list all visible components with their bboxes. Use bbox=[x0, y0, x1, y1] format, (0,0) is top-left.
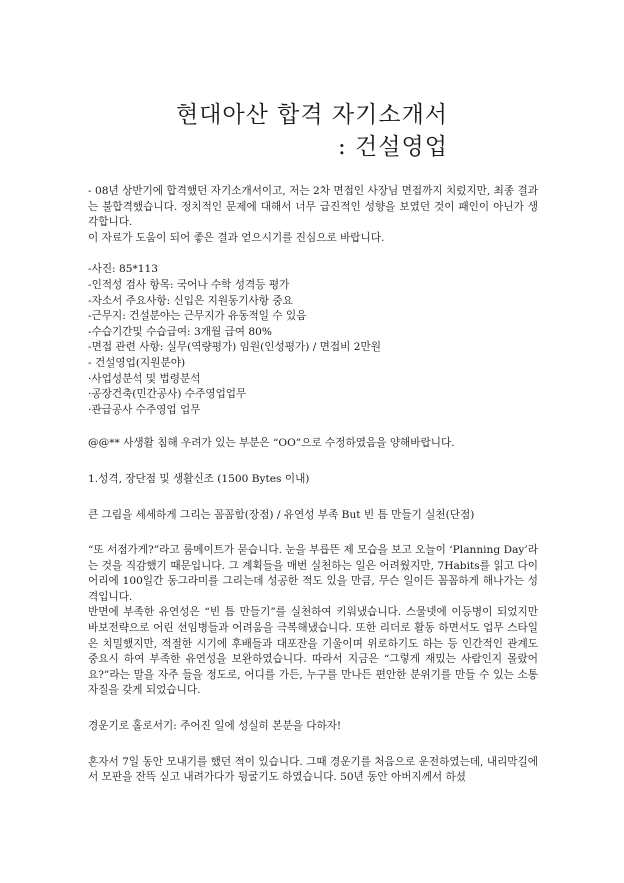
info-item: ·공장건축(민간공사) 수주영업업무 bbox=[88, 388, 247, 401]
section-heading: 1.성격, 장단점 및 생활신조 (1500 Bytes 이내) bbox=[88, 472, 310, 485]
body-paragraph: “또 서점가게?”라고 룸메이트가 묻습니다. 눈을 부릅뜬 제 모습을 보고 오늘이 ‘Planning Day’라는 것을 직감했기 때문입니다. 그 계획들을 매번 실천하는 일은 어려웠지만, 7Habits를 읽고 다이어리에 100일간 동그라미를 그리는데 성공한 적도 있을 만큼, 무슨 일이든 꼼꼼하게 해나가는 성격입니다. bbox=[88, 544, 538, 603]
info-item: -근무지: 건설분야는 근무지가 유동적일 수 있음 bbox=[88, 310, 307, 323]
info-item: -면접 관련 사항: 실무(역량평가) 임원(인성평가) / 면접비 2만원 bbox=[88, 341, 381, 354]
motto-line: 경운기로 홀로서기: 주어진 일에 성실히 본분을 다하자! bbox=[88, 720, 342, 733]
info-item: ·사업성분석 및 법령분석 bbox=[88, 372, 201, 385]
intro-wish: 이 자료가 도움이 되어 좋은 결과 얻으시기를 진심으로 바랍니다. bbox=[88, 231, 385, 244]
info-item: - 건설영업(지원분야) bbox=[88, 356, 186, 369]
body-paragraph: 혼자서 7일 동안 모내기를 했던 적이 있습니다. 그때 경운기를 처음으로 운전하였는데, 내리막길에서 모판을 잔뜩 싣고 내려가다가 뒹굴기도 하였습니다. 50년 동안 아버지께서 하셨 bbox=[88, 755, 538, 784]
info-item: -수습기간및 수습급여: 3개월 급여 80% bbox=[88, 325, 272, 338]
intro-paragraph: - 08년 상반기에 합격했던 자기소개서이고, 저는 2차 면접인 사장님 면접까지 치렀지만, 최종 결과는 불합격했습니다. 정치적인 문제에 대해서 너무 급진적인 성향을 보였던 것이 패인이 아닌가 생각합니다. bbox=[88, 185, 538, 229]
document-subtitle: : 건설영업 bbox=[338, 134, 448, 160]
section-summary: 큰 그림을 세세하게 그리는 꼼꼼함(장점) / 유연성 부족 But 빈 틈 만들기 실천(단점) bbox=[88, 508, 475, 521]
info-item: -사진: 85*113 bbox=[88, 263, 158, 276]
info-item: -자소서 주요사항: 신입은 지원동기사항 중요 bbox=[88, 294, 293, 307]
document-body bbox=[88, 184, 538, 786]
document-title: 현대아산 합격 자기소개서 bbox=[175, 102, 449, 128]
body-paragraph: 반면에 부족한 유연성은 “빈 틈 만들기”를 실천하여 키워냈습니다. 스물넷에 이등병이 되었지만 바보전략으로 어린 선임병들과 어려움을 극복해냈습니다. 또한 리더로 활동 하면서도 업무 스타일은 치밀했지만, 적절한 시기에 후배들과 대포잔을 기울이며 위로하기도 하는 등 인간적인 관계도 중요시 하여 부족한 유연성을 보완하였습니다. 따라서 지금은 “그렇게 재밌는 사람인지 몰랐어요?”라는 말을 자주 들을 정도로, 어디를 가든, 누구를 만나든 편안한 분위기를 만들 수 있는 소통자질을 갖게 되었습니다. bbox=[88, 606, 538, 697]
notice-line: @@** 사생활 침해 우려가 있는 부분은 “OO”으로 수정하였음을 양해바랍니다. bbox=[88, 437, 455, 450]
info-item: -인적성 검사 항목: 국어나 수학 성격등 평가 bbox=[88, 278, 290, 291]
info-item: ·관급공사 수주영업 업무 bbox=[88, 403, 201, 416]
